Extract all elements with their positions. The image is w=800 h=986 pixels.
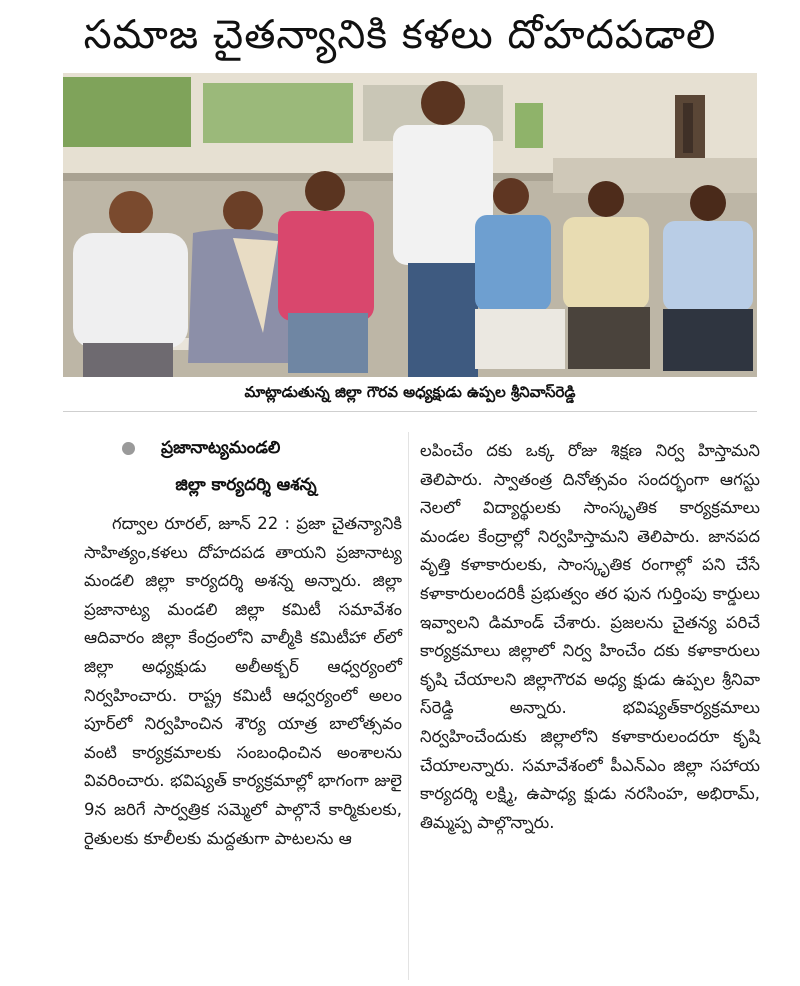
column-divider bbox=[408, 432, 409, 980]
bullet-icon bbox=[122, 442, 135, 455]
article-column-right bbox=[420, 437, 760, 837]
article-headline: సమాజ చైతన్యానికి కళలు దోహదపడాలి bbox=[83, 12, 717, 58]
body-text-right: లపించేం దకు ఒక్క రోజు శిక్షణ నిర్వ హిస్తామని తెలిపారు. స్వాతంత్ర దినోత్సవం సందర్భంగా ఆగస్టు నెలలో విద్యార్థులకు సాంస్కృతిక కార్యక్రమాలు మండల కేంద్రాల్లో నిర్వహిస్తామని తెలిపారు. జానపద వృత్తి కళాకారులకు, సాంస్కృతిక రంగాల్లో పని చేసే కళాకారులందరికీ ప్రభుత్వం తర ఫున గుర్తింపు కార్డులు ఇవ్వాలని డిమాండ్ చేశారు. ప్రజలను చైతన్య పరిచే కార్యక్రమాలు జిల్లాలో నిర్వ హించేం దకు కళాకారులు కృషి చేయాలని జిల్లాగౌరవ అధ్య క్షుడు ఉప్పల శ్రీనివా స్‌రెడ్డి అన్నారు. భవిష్యత్‌కార్యక్రమాలు నిర్వహించేందుకు జిల్లాలోని కళాకారులందరూ కృషి చేయాలన్నారు. సమావేశంలో పీఎన్ఎం జిల్లా సహాయ కార్యదర్శి లక్ష్మి, ఉపాధ్య క్షుడు నరసింహ, అభిరామ్, తిమ్మప్ప పాల్గొన్నారు. bbox=[420, 441, 760, 832]
group-photo-illustration bbox=[63, 73, 757, 377]
article-column-left bbox=[84, 430, 402, 853]
body-text-left: గద్వాల రూరల్, జూన్ 22 : ప్రజా చైతన్యానికి సాహిత్యం,కళలు దోహదపడ తాయని ప్రజానాట్య మండలి జిల్లా కార్యదర్శి అశన్న అన్నారు. జిల్లా ప్రజానాట్య మండలి జిల్లా కమిటీ సమావేశం ఆదివారం జిల్లా కేంద్రంలోని వాల్మీకి కమిటీహా ల్‌లో జిల్లా అధ్యక్షుడు అలీఅక్బర్ ఆధ్వర్యంలో నిర్వహించారు. రాష్ట్ర కమిటీ ఆధ్వర్యంలో అలం పూర్‌లో నిర్వహించిన శౌర్య యాత్ర బాలోత్సవం వంటి కార్యక్రమాలకు సంబంధించిన అంశాలను వివరించారు. భవిష్యత్ కార్యక్రమాల్లో భాగంగా జులై 9న జరిగే సార్వత్రిక సమ్మెలో పాల్గొనే కార్మికులకు, రైతులకు కూలీలకు మద్దతుగా పాటలను ఆ bbox=[84, 514, 402, 848]
subheading-line-1 bbox=[84, 430, 402, 467]
subheading-text-1: ప్రజానాట్యమండలి bbox=[161, 438, 281, 459]
article-photo bbox=[63, 73, 757, 377]
photo-caption: మాట్లాడుతున్న జిల్లా గౌరవ అధ్యక్షుడు ఉప్పల శ్రీనివాస్‌రెడ్డి bbox=[63, 377, 757, 412]
subheading-line-2: జిల్లా కార్యదర్శి ఆశన్న bbox=[175, 475, 317, 496]
